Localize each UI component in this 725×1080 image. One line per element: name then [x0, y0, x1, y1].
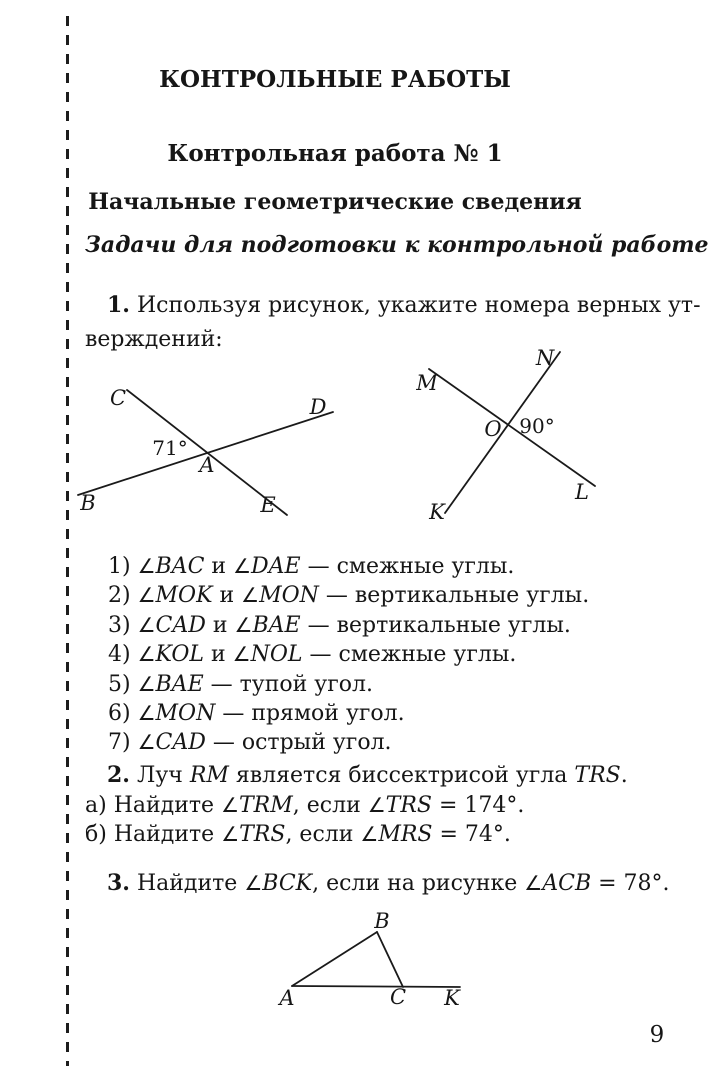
angle-symbol: ∠ — [234, 612, 253, 637]
statement-4 — [108, 640, 589, 669]
statement-2-conj: и — [212, 583, 242, 609]
problem2-number: 2. — [107, 762, 130, 788]
problem3-text-mid: , если на рисунке — [312, 871, 525, 896]
figure1-label-E: E — [260, 493, 276, 517]
statement-2-angle1: MOK — [155, 583, 213, 609]
left-dashed-cut-line — [66, 16, 69, 1066]
figure3-side-AB — [292, 932, 377, 986]
topic-title: Начальные геометрические сведения — [88, 189, 582, 215]
problem1-line2 — [85, 326, 223, 354]
statement-4-angle1: KOL — [155, 642, 205, 668]
angle-symbol: ∠ — [137, 671, 156, 696]
figure3-side-BC — [377, 932, 403, 987]
statement-2-number: 2) — [108, 583, 138, 609]
statement-5-text: — тупой угол. — [203, 671, 373, 697]
test-title: Контрольная работа № 1 — [167, 140, 503, 167]
page-number: 9 — [649, 1022, 665, 1048]
problem1-statements — [108, 552, 589, 758]
figure1-label-A: A — [199, 453, 215, 477]
angle-symbol: ∠ — [137, 642, 156, 667]
problem1-number: 1. — [107, 292, 130, 318]
statement-6-angle1: MON — [155, 701, 216, 727]
statement-7 — [108, 728, 589, 757]
figure1-intersecting-lines — [60, 358, 350, 530]
figure1-label-B: B — [80, 491, 96, 515]
problem3-angle2: ACB — [542, 871, 592, 896]
problem2-text-pre: Луч — [129, 763, 190, 788]
angle-symbol: ∠ — [137, 612, 156, 637]
statement-3-conj: и — [205, 612, 235, 638]
statement-3-angle2: BAE — [252, 612, 301, 638]
problem3-line — [85, 869, 670, 898]
angle-symbol: ∠ — [221, 793, 239, 817]
figure1-label-D: D — [309, 395, 327, 419]
figure2-angle-label: 90° — [519, 414, 555, 438]
problem1-line1 — [85, 291, 701, 320]
statement-2 — [108, 581, 589, 610]
figure3-label-A: A — [279, 986, 295, 1010]
part-a-label: а) Найдите — [85, 793, 222, 818]
statement-2-text: — вертикальные углы. — [318, 583, 590, 609]
statement-1-angle1: BAC — [155, 554, 205, 579]
figure3-label-K: K — [444, 986, 460, 1010]
part-b-label: б) Найдите — [85, 822, 222, 847]
part-b-angle2: MRS — [378, 822, 433, 847]
angle-symbol: ∠ — [360, 822, 379, 846]
angle-symbol: ∠ — [367, 793, 386, 817]
statement-3-number: 3) — [108, 612, 138, 638]
figure2-line-ML — [429, 369, 595, 486]
figure2-label-O: O — [484, 417, 502, 441]
statement-4-number: 4) — [108, 642, 138, 668]
statement-4-conj: и — [204, 642, 233, 668]
problem3-text-pre: Найдите — [129, 871, 245, 896]
part-b-value: = 74°. — [432, 822, 511, 847]
statement-1-conj: и — [204, 554, 234, 579]
statement-5 — [108, 670, 589, 699]
part-a-value: = 174°. — [431, 793, 525, 818]
statement-6-text: — прямой угол. — [215, 701, 405, 727]
problem2-main — [85, 761, 628, 790]
statement-1-number: 1) — [108, 554, 138, 579]
part-a-mid: , если — [292, 793, 368, 818]
part-a-angle1: TRM — [239, 793, 293, 818]
statement-3-angle1: CAD — [155, 612, 206, 638]
figure2-label-M: M — [416, 371, 438, 395]
figure1-label-C: C — [109, 386, 127, 410]
figure2-perpendicular-lines — [400, 340, 625, 525]
figure3-triangle — [260, 905, 480, 1015]
angle-symbol: ∠ — [241, 583, 260, 608]
statement-2-angle2: MON — [259, 583, 319, 609]
part-b-mid: , если — [285, 822, 361, 847]
part-a-angle2: TRS — [385, 793, 432, 818]
angle-symbol: ∠ — [232, 642, 251, 667]
section-title: КОНТРОЛЬНЫЕ РАБОТЫ — [159, 66, 511, 93]
figure3-label-C: C — [389, 985, 407, 1009]
statement-6 — [108, 699, 589, 728]
statement-7-number: 7) — [108, 730, 138, 756]
figure3-label-B: B — [374, 909, 390, 933]
figure3-base-AK — [292, 986, 460, 987]
problem2-text-mid: является биссектрисой угла — [228, 763, 575, 788]
angle-symbol: ∠ — [137, 554, 156, 578]
statement-7-text: — острый угол. — [205, 730, 392, 756]
angle-symbol: ∠ — [233, 554, 251, 578]
problem1-text1: Используя рисунок, укажите номера верных ут- — [129, 293, 701, 318]
problem3-number: 3. — [107, 870, 130, 896]
problem3-angle1: BCK — [262, 871, 313, 896]
prep-subtitle: Задачи для подготовки к контрольной работе — [85, 232, 709, 258]
problem1-text2: верждений: — [85, 327, 223, 352]
problem3-value: = 78°. — [591, 871, 670, 896]
statement-5-angle1: BAE — [155, 671, 204, 697]
statement-1 — [108, 552, 589, 581]
statement-1-text: — смежные углы. — [300, 554, 515, 579]
angle-symbol: ∠ — [244, 871, 263, 895]
figure2-label-K: K — [429, 500, 445, 524]
angle-symbol: ∠ — [137, 701, 156, 726]
statement-4-angle2: NOL — [250, 642, 303, 668]
statement-4-text: — смежные углы. — [302, 642, 517, 668]
figure2-label-N: N — [535, 346, 555, 370]
part-b-angle1: TRS — [239, 822, 286, 847]
problem2-part-a — [85, 791, 524, 820]
angle-symbol: ∠ — [137, 730, 156, 755]
statement-3-text: — вертикальные углы. — [300, 612, 571, 638]
figure2-label-L: L — [575, 480, 589, 504]
angle-symbol: ∠ — [524, 871, 543, 895]
angle-symbol: ∠ — [221, 822, 240, 846]
statement-5-number: 5) — [108, 671, 138, 697]
angle-symbol: ∠ — [137, 583, 156, 608]
statement-3 — [108, 611, 589, 640]
problem2-ray: RM — [189, 763, 229, 788]
statement-6-number: 6) — [108, 701, 138, 727]
problem2-angle: TRS — [574, 763, 621, 788]
figure1-angle-label: 71° — [152, 436, 188, 460]
statement-1-angle2: DAE — [251, 554, 301, 579]
problem2-text-post: . — [620, 763, 628, 788]
statement-7-angle1: CAD — [155, 730, 206, 756]
problem2-part-b — [85, 820, 511, 849]
